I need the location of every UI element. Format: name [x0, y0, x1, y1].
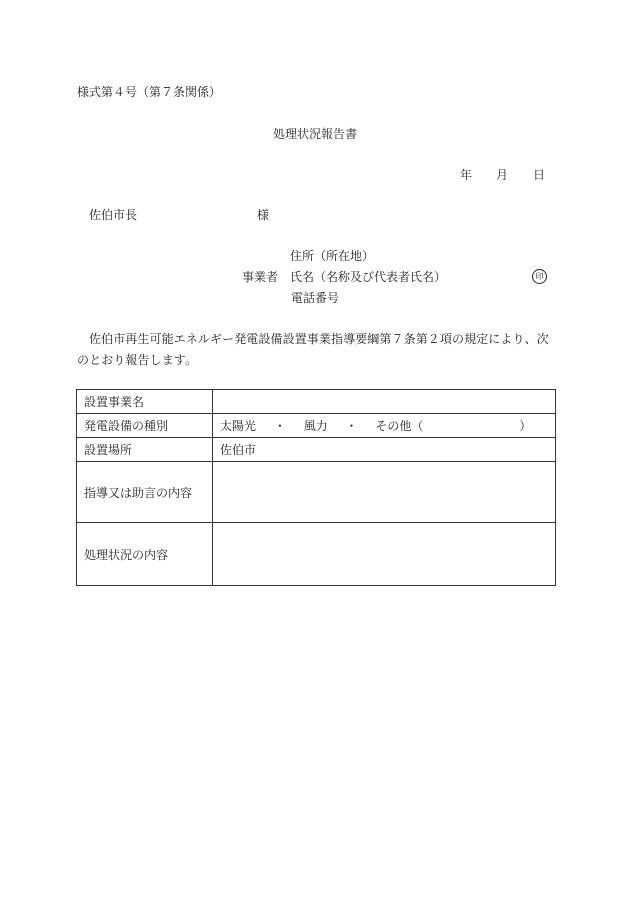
option-separator: ・ — [345, 419, 358, 433]
applicant-role-label: 事業者 — [242, 270, 279, 284]
form-number: 様式第４号（第７条関係） — [77, 85, 222, 99]
address-label: 住所（所在地） — [290, 249, 375, 263]
location-field[interactable]: 佐伯市 — [213, 438, 556, 462]
applicant-name-label: 氏名（名称及び代表者氏名） — [290, 270, 447, 284]
row-label-status: 処理状況の内容 — [77, 523, 213, 586]
guidance-field[interactable] — [213, 462, 556, 523]
table-row-project-name — [77, 390, 556, 414]
document-title: 処理状況報告書 — [272, 127, 357, 141]
option-separator: ・ — [273, 419, 286, 433]
body-paragraph: 佐伯市再生可能エネルギー発電設備設置事業指導要綱第７条第２項の規定により、次のとおり報告します。 — [77, 332, 549, 367]
addressee-name: 佐伯市長 — [89, 208, 138, 222]
option-other[interactable]: その他（ — [375, 419, 424, 433]
date-day-label: 日 — [533, 168, 546, 182]
row-label-guidance: 指導又は助言の内容 — [77, 462, 213, 523]
table-row-equipment-type — [77, 414, 556, 438]
table-row-status — [77, 523, 556, 586]
table-row-guidance — [77, 462, 556, 523]
option-wind[interactable]: 風力 — [303, 419, 328, 433]
option-other-close: ） — [519, 419, 532, 433]
report-table — [76, 389, 556, 586]
date-month-label: 月 — [496, 168, 509, 182]
seal-icon: 印 — [532, 269, 547, 284]
row-label-project-name: 設置事業名 — [77, 390, 213, 414]
table-row-location — [77, 438, 556, 462]
project-name-field[interactable] — [213, 390, 556, 414]
option-solar[interactable]: 太陽光 — [220, 419, 257, 433]
phone-label: 電話番号 — [291, 291, 340, 305]
status-field[interactable] — [213, 523, 556, 586]
equipment-type-field[interactable] — [213, 414, 556, 438]
row-label-location: 設置場所 — [77, 438, 213, 462]
date-year-label: 年 — [460, 168, 473, 182]
row-label-equipment-type: 発電設備の種別 — [77, 414, 213, 438]
addressee-honorific: 様 — [257, 208, 270, 222]
